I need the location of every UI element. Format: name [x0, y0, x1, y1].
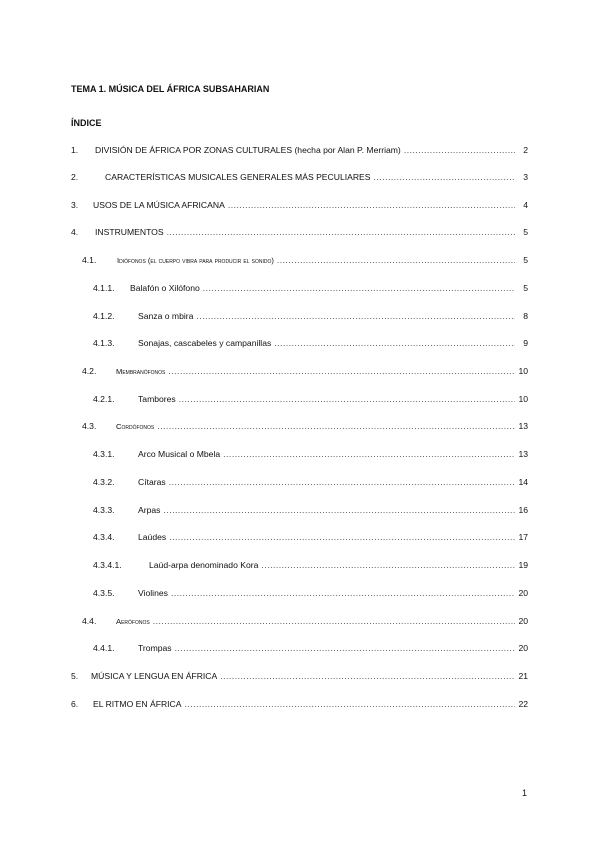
toc-entry-page: 10	[518, 366, 528, 376]
toc-entry-number: 4.1.3.	[93, 338, 115, 348]
toc-dot-leader	[274, 338, 515, 348]
toc-entry-title: INSTRUMENTOS	[95, 227, 164, 237]
toc-entry[interactable]	[71, 671, 528, 685]
toc-entry[interactable]	[93, 449, 528, 463]
toc-dot-leader	[277, 255, 515, 265]
toc-entry[interactable]	[93, 338, 528, 352]
toc-dot-leader	[223, 449, 515, 459]
toc-dot-leader	[404, 145, 515, 155]
toc-entry[interactable]	[71, 145, 528, 159]
toc-dot-leader	[220, 671, 515, 681]
toc-entry-page: 14	[518, 477, 528, 487]
toc-entry-title: Aerófonos	[116, 617, 150, 626]
toc-entry-number: 4.3.2.	[93, 477, 115, 487]
toc-entry[interactable]	[93, 311, 528, 325]
toc-entry-page: 22	[518, 699, 528, 709]
toc-entry-number: 4.4.1.	[93, 643, 115, 653]
document-title: TEMA 1. MÚSICA DEL ÁFRICA SUBSAHARIAN	[71, 84, 270, 94]
toc-entry[interactable]	[82, 366, 528, 380]
toc-entry-number: 4.2.	[82, 366, 97, 376]
toc-entry-title: MÚSICA Y LENGUA EN ÁFRICA	[91, 671, 218, 681]
toc-entry-page: 13	[518, 449, 528, 459]
toc-entry-title: Tambores	[138, 394, 176, 404]
toc-entry-title: EL RITMO EN ÁFRICA	[93, 699, 182, 709]
toc-entry-title: Arpas	[138, 505, 161, 515]
toc-entry-title: Violines	[138, 588, 168, 598]
toc-entry-title: Trompas	[138, 643, 172, 653]
toc-entry-page: 5	[523, 255, 528, 265]
toc-entry-page: 9	[523, 338, 528, 348]
toc-entry-number: 4.2.1.	[93, 394, 115, 404]
toc-entry-number: 4.3.4.	[93, 532, 115, 542]
toc-entry-page: 21	[518, 671, 528, 681]
toc-entry[interactable]	[71, 200, 528, 214]
toc-entry-page: 20	[518, 616, 528, 626]
toc-entry-number: 6.	[71, 699, 79, 709]
toc-entry-title: Sonajas, cascabeles y campanillas	[138, 338, 272, 348]
toc-dot-leader	[168, 366, 515, 376]
toc-dot-leader	[157, 421, 515, 431]
toc-entry-number: 2.	[71, 172, 79, 182]
toc-entry-title: Laúd-arpa denominado Kora	[149, 560, 259, 570]
toc-entry-title: Sanza o mbira	[138, 311, 194, 321]
toc-entry-number: 4.3.5.	[93, 588, 115, 598]
toc-entry[interactable]	[93, 588, 528, 602]
toc-entry-title: Cordófonos	[116, 422, 155, 431]
toc-entry-title: USOS DE LA MÚSICA AFRICANA	[93, 200, 225, 210]
toc-dot-leader	[203, 283, 515, 293]
toc-heading: ÍNDICE	[71, 118, 102, 128]
toc-entry-title: DIVISIÓN DE ÁFRICA POR ZONAS CULTURALES (hecha por Alan P. Merriam)	[95, 145, 401, 155]
toc-entry[interactable]	[82, 421, 528, 435]
toc-entry-number: 4.3.1.	[93, 449, 115, 459]
toc-entry[interactable]	[71, 172, 528, 186]
toc-dot-leader	[153, 616, 515, 626]
toc-entry-page: 20	[518, 588, 528, 598]
toc-entry[interactable]	[93, 505, 528, 519]
toc-dot-leader	[175, 643, 515, 653]
toc-entry-title: Laúdes	[138, 532, 167, 542]
toc-entry[interactable]	[93, 560, 528, 574]
toc-entry-number: 4.3.	[82, 421, 97, 431]
toc-dot-leader	[169, 477, 515, 487]
toc-entry-page: 3	[523, 172, 528, 182]
toc-entry-number: 3.	[71, 200, 79, 210]
toc-dot-leader	[185, 699, 516, 709]
toc-dot-leader	[171, 588, 515, 598]
toc-entry-number: 4.4.	[82, 616, 97, 626]
toc-entry-page: 20	[518, 643, 528, 653]
toc-entry-page: 5	[523, 283, 528, 293]
toc-entry[interactable]	[93, 477, 528, 491]
toc-entry-title: Membranófonos	[116, 367, 166, 376]
toc-entry-title: CARACTERÍSTICAS MUSICALES GENERALES MÁS PECULIARES	[105, 172, 371, 182]
toc-entry[interactable]	[93, 532, 528, 546]
toc-dot-leader	[163, 505, 515, 515]
toc-dot-leader	[196, 311, 515, 321]
toc-entry[interactable]	[71, 699, 528, 713]
toc-entry-title: Idiófonos (el cuerpo vibra para producir el sonido)	[117, 256, 274, 265]
toc-entry-title: Cítaras	[138, 477, 166, 487]
toc-entry[interactable]	[82, 255, 528, 269]
toc-dot-leader	[261, 560, 515, 570]
toc-entry-page: 2	[523, 145, 528, 155]
toc-entry[interactable]	[82, 616, 528, 630]
toc-entry[interactable]	[71, 227, 528, 241]
toc-entry-page: 16	[518, 505, 528, 515]
toc-entry-page: 19	[518, 560, 528, 570]
toc-entry-page: 5	[523, 227, 528, 237]
toc-entry-number: 1.	[71, 145, 79, 155]
toc-dot-leader	[179, 394, 515, 404]
page-number: 1	[522, 788, 528, 798]
toc-entry-title: Arco Musical o Mbela	[138, 449, 221, 459]
toc-dot-leader	[228, 200, 515, 210]
toc-entry[interactable]	[93, 283, 528, 297]
toc-entry-page: 13	[518, 421, 528, 431]
toc-entry-page: 4	[523, 200, 528, 210]
toc-entry-number: 4.1.2.	[93, 311, 115, 321]
toc-entry-number: 4.1.1.	[93, 283, 115, 293]
toc-entry-number: 5.	[71, 671, 79, 681]
toc-dot-leader	[374, 172, 515, 182]
toc-entry-number: 4.3.4.1.	[93, 560, 122, 570]
toc-entry-number: 4.1.	[82, 255, 97, 265]
toc-entry-page: 10	[518, 394, 528, 404]
toc-dot-leader	[169, 532, 515, 542]
toc-entry[interactable]	[93, 643, 528, 657]
toc-entry-page: 8	[523, 311, 528, 321]
toc-entry-number: 4.3.3.	[93, 505, 115, 515]
toc-entry-number: 4.	[71, 227, 79, 237]
toc-entry-title: Balafón o Xilófono	[130, 283, 200, 293]
toc-dot-leader	[167, 227, 515, 237]
toc-entry-page: 17	[518, 532, 528, 542]
toc-entry[interactable]	[93, 394, 528, 408]
